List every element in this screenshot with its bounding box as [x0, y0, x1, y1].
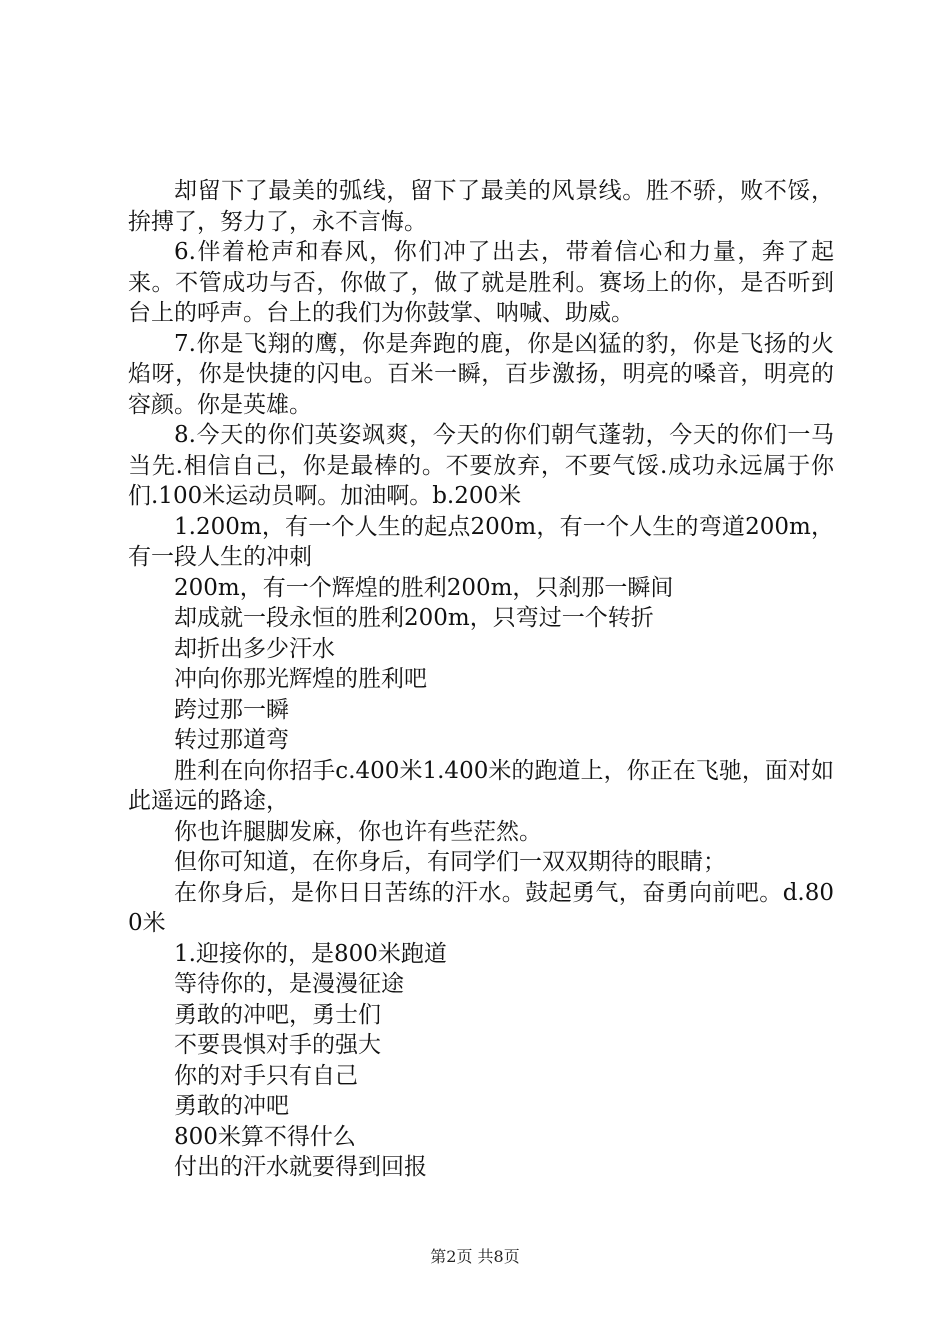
paragraph: 1.200m，有一个人生的起点200m，有一个人生的弯道200m，有一段人生的冲刺	[128, 513, 834, 570]
paragraph: 1.迎接你的，是800米跑道	[174, 940, 447, 967]
paragraph: 跨过那一瞬	[174, 696, 289, 723]
paragraph: 6.伴着枪声和春风，你们冲了出去，带着信心和力量，奔了起来。不管成功与否，你做了，做了就是胜利。赛场上的你，是否听到台上的呼声。台上的我们为你鼓掌、呐喊、助威。	[128, 239, 834, 326]
document-body	[128, 176, 834, 1183]
paragraph: 转过那道弯	[174, 727, 289, 753]
paragraph: 你也许腿脚发麻，你也许有些茫然。	[174, 818, 542, 845]
paragraph: 200m，有一个辉煌的胜利200m，只刹那一瞬间	[174, 574, 674, 601]
paragraph: 冲向你那光辉煌的胜利吧	[174, 666, 427, 692]
page-number-label: 第2页 共8页	[430, 1247, 520, 1266]
paragraph: 胜利在向你招手c.400米1.400米的跑道上，你正在飞驰，面对如此遥远的路途，	[128, 757, 834, 814]
paragraph: 却折出多少汗水	[174, 635, 335, 662]
paragraph: 等待你的，是漫漫征途	[174, 971, 404, 997]
paragraph: 在你身后，是你日日苦练的汗水。鼓起勇气，奋勇向前吧。d.800米	[128, 879, 834, 936]
paragraph: 勇敢的冲吧	[174, 1093, 289, 1119]
page-footer	[0, 1244, 950, 1267]
paragraph: 8.今天的你们英姿飒爽，今天的你们朝气蓬勃，今天的你们一马当先.相信自己，你是最棒的。不要放弃，不要气馁.成功永远属于你们.100米运动员啊。加油啊。b.200米	[128, 422, 834, 509]
paragraph: 付出的汗水就要得到回报	[174, 1154, 427, 1180]
paragraph: 800米算不得什么	[174, 1123, 356, 1150]
paragraph: 7.你是飞翔的鹰，你是奔跑的鹿，你是凶猛的豹，你是飞扬的火焰呀，你是快捷的闪电。百米一瞬，百步激扬，明亮的嗓音，明亮的容颜。你是英雄。	[128, 330, 834, 418]
paragraph: 但你可知道，在你身后，有同学们一双双期待的眼睛；	[174, 849, 726, 875]
paragraph: 却成就一段永恒的胜利200m，只弯过一个转折	[174, 605, 654, 631]
paragraph: 不要畏惧对手的强大	[174, 1032, 381, 1058]
paragraph: 却留下了最美的弧线，留下了最美的风景线。胜不骄，败不馁，拚搏了，努力了，永不言悔。	[128, 178, 834, 235]
paragraph: 你的对手只有自己	[174, 1062, 358, 1089]
paragraph: 勇敢的冲吧，勇士们	[174, 1001, 381, 1028]
